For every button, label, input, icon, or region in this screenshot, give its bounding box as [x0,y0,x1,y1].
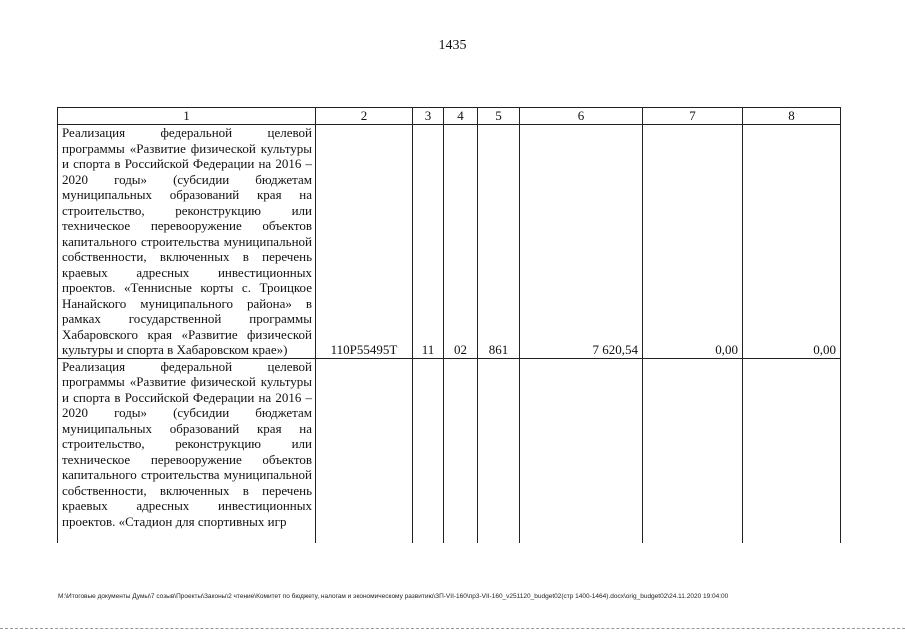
target-article-code: 110P55495T [316,125,413,359]
column-header-1: 1 [58,108,316,125]
amount-col8: 0,00 [743,125,841,359]
row-description: Реализация федеральной целевой программы «Развитие физической культуры и спорта в Российской Федерации на 2016 – 2020 годы» (субсидии бюджетам муниципальных образований края на строительство, реконструкцию или техническое перевооружение объектов капитального строительства муниципальной собственности, включенных в перечень краевых адресных инвестиционных проектов. «Теннисные корты с. Троицкое Нанайского муниципального района» в рамках государственной программы Хабаровского края «Развитие физической культуры и спорта в Хабаровском крае») [58,125,316,359]
row-description: Реализация федеральной целевой программы «Развитие физической культуры и спорта в Российской Федерации на 2016 – 2020 годы» (субсидии бюджетам муниципальных образований края на строительство, реконструкцию или техническое перевооружение объектов капитального строительства муниципальной собственности, включенных в перечень краевых адресных инвестиционных проектов. «Стадион для спортивных игр [58,358,316,543]
column-header-7: 7 [643,108,743,125]
footer-file-path: M:\Итоговые документы Думы\7 созыв\Проекты\Законы\2 чтение\Комитет по бюджету, налогам и экономическому развитию\ЗП-VII-160\пр3-VII-160_v251120_budget02(стр 1400-1464).docx\orig_budget02\24.11.2020 19:04:00 [58,593,729,600]
empty-cell [743,358,841,543]
page-edge-divider [0,628,905,629]
empty-cell [478,358,520,543]
amount-col7: 0,00 [643,125,743,359]
header-row [58,108,841,125]
budget-table [57,107,841,543]
empty-cell [413,358,444,543]
expense-type-code: 861 [478,125,520,359]
amount-col6: 7 620,54 [520,125,643,359]
empty-cell [520,358,643,543]
column-header-8: 8 [743,108,841,125]
column-header-5: 5 [478,108,520,125]
table-row [58,125,841,359]
table-row [58,358,841,543]
column-header-2: 2 [316,108,413,125]
column-header-6: 6 [520,108,643,125]
section-code: 11 [413,125,444,359]
empty-cell [444,358,478,543]
page-number: 1435 [438,38,467,53]
empty-cell [643,358,743,543]
empty-cell [316,358,413,543]
column-header-3: 3 [413,108,444,125]
subsection-code: 02 [444,125,478,359]
column-header-4: 4 [444,108,478,125]
